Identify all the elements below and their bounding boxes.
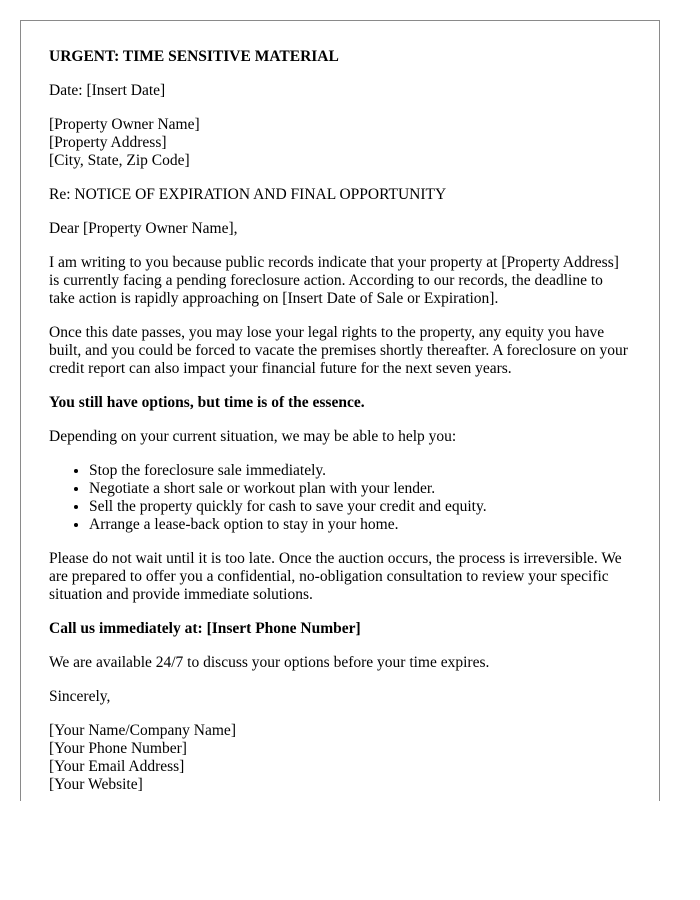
option-item: • Negotiate a short sale or workout plan with your lender.: [89, 480, 631, 498]
recipient-address-block: [49, 116, 631, 170]
recipient-address: [Property Address]: [49, 134, 167, 151]
intro-paragraph: I am writing to you because public records indicate that your property at [Property Address] is currently facing a pending foreclosure action. According to our records, the deadline to take action is rapidly approaching on [Insert Date of Sale or Expiration].: [49, 254, 619, 307]
availability-line: We are available 24/7 to discuss your options before your time expires.: [49, 654, 490, 671]
urgent-heading: URGENT: TIME SENSITIVE MATERIAL: [49, 48, 339, 65]
options-intro: Depending on your current situation, we may be able to help you:: [49, 428, 457, 445]
options-heading: You still have options, but time is of the essence.: [49, 394, 365, 411]
options-list: [49, 462, 631, 534]
signature-name: [Your Name/Company Name]: [49, 722, 236, 739]
letter-page: [20, 20, 660, 801]
urgency-paragraph: Please do not wait until it is too late. Once the auction occurs, the process is irreversible. We are prepared to offer you a confidential, no-obligation consultation to review your specific situation and provide immediate solutions.: [49, 550, 622, 603]
option-item: • Arrange a lease-back option to stay in your home.: [89, 516, 631, 534]
signature-block: [49, 722, 631, 794]
date-line: Date: [Insert Date]: [49, 82, 166, 99]
closing: Sincerely,: [49, 688, 111, 705]
signature-phone: [Your Phone Number]: [49, 740, 187, 757]
consequences-paragraph: Once this date passes, you may lose your legal rights to the property, any equity you have built, and you could be forced to vacate the premises shortly thereafter. A foreclosure on your credit report can also impact your financial future for the next seven years.: [49, 324, 628, 377]
re-line: Re: NOTICE OF EXPIRATION AND FINAL OPPORTUNITY: [49, 186, 447, 203]
option-item: • Stop the foreclosure sale immediately.: [89, 462, 631, 480]
signature-email: [Your Email Address]: [49, 758, 185, 775]
recipient-name: [Property Owner Name]: [49, 116, 200, 133]
option-item: • Sell the property quickly for cash to save your credit and equity.: [89, 498, 631, 516]
signature-website: [Your Website]: [49, 776, 143, 793]
salutation: Dear [Property Owner Name],: [49, 220, 238, 237]
recipient-city-state-zip: [City, State, Zip Code]: [49, 152, 190, 169]
call-to-action: Call us immediately at: [Insert Phone Number]: [49, 620, 361, 637]
